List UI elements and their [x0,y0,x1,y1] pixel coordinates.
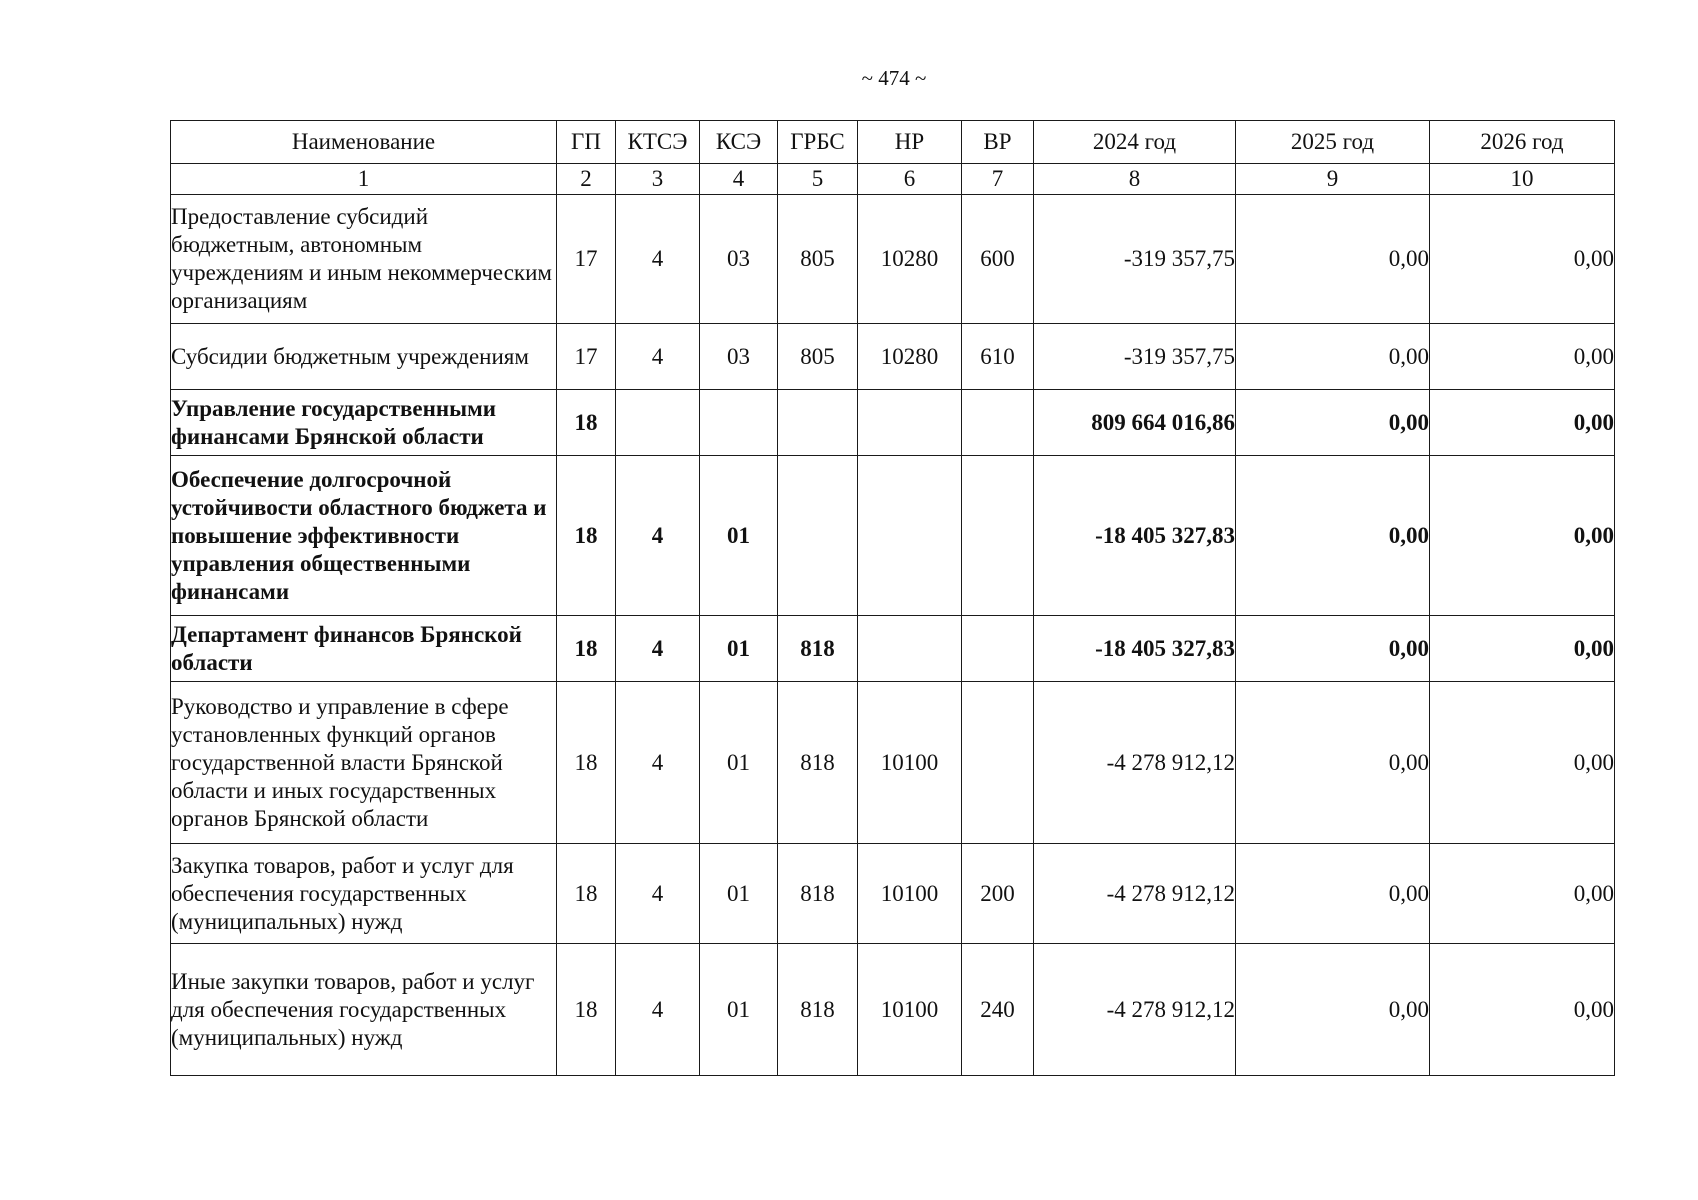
cell-kse: 03 [700,324,778,390]
column-number-row [171,164,1615,195]
column-header-ktse: КТСЭ [616,121,700,164]
cell-2024: 809 664 016,86 [1034,390,1236,456]
cell-gp: 18 [557,944,616,1076]
column-header-2026: 2026 год [1430,121,1615,164]
column-number: 8 [1034,164,1236,195]
cell-nr: 10100 [858,844,962,944]
cell-vr: 240 [962,944,1034,1076]
cell-vr [962,616,1034,682]
cell-kse: 01 [700,456,778,616]
cell-2025: 0,00 [1236,195,1430,324]
cell-kse: 01 [700,844,778,944]
cell-2024: -4 278 912,12 [1034,682,1236,844]
column-number: 2 [557,164,616,195]
header-row [171,121,1615,164]
cell-vr [962,682,1034,844]
table-row [171,456,1615,616]
cell-gp: 17 [557,324,616,390]
column-number: 6 [858,164,962,195]
row-name: Управление государственными финансами Брянской области [171,390,557,456]
page-number: ~ 474 ~ [861,66,927,90]
column-header-vr: ВР [962,121,1034,164]
cell-kse: 01 [700,616,778,682]
cell-gp: 18 [557,616,616,682]
row-name: Обеспечение долгосрочной устойчивости областного бюджета и повышение эффективности управления общественными финансами [171,456,557,616]
cell-ktse: 4 [616,944,700,1076]
cell-2026: 0,00 [1430,456,1615,616]
cell-2026: 0,00 [1430,944,1615,1076]
cell-2026: 0,00 [1430,324,1615,390]
cell-2025: 0,00 [1236,390,1430,456]
cell-vr: 600 [962,195,1034,324]
cell-ktse: 4 [616,844,700,944]
cell-grbs: 805 [778,195,858,324]
cell-nr [858,390,962,456]
row-name: Иные закупки товаров, работ и услуг для обеспечения государственных (муниципальных) нужд [171,944,557,1076]
cell-nr: 10280 [858,195,962,324]
budget-table [170,120,1615,1076]
column-header-2024: 2024 год [1034,121,1236,164]
table-row [171,844,1615,944]
cell-2026: 0,00 [1430,682,1615,844]
table-row [171,682,1615,844]
table-row [171,324,1615,390]
cell-grbs: 818 [778,944,858,1076]
cell-2026: 0,00 [1430,844,1615,944]
cell-ktse: 4 [616,616,700,682]
cell-ktse: 4 [616,195,700,324]
cell-kse: 01 [700,944,778,1076]
cell-nr [858,456,962,616]
cell-kse: 03 [700,195,778,324]
column-number: 10 [1430,164,1615,195]
cell-ktse [616,390,700,456]
cell-2026: 0,00 [1430,195,1615,324]
cell-2024: -18 405 327,83 [1034,456,1236,616]
cell-ktse: 4 [616,324,700,390]
table-row [171,616,1615,682]
row-name: Предоставление субсидий бюджетным, автономным учреждениям и иным некоммерческим организациям [171,195,557,324]
cell-grbs: 818 [778,844,858,944]
cell-2025: 0,00 [1236,844,1430,944]
cell-2024: -319 357,75 [1034,195,1236,324]
cell-2025: 0,00 [1236,616,1430,682]
column-header-name: Наименование [171,121,557,164]
cell-2025: 0,00 [1236,944,1430,1076]
cell-2024: -4 278 912,12 [1034,944,1236,1076]
cell-ktse: 4 [616,456,700,616]
cell-nr: 10100 [858,682,962,844]
row-name: Департамент финансов Брянской области [171,616,557,682]
column-header-nr: НР [858,121,962,164]
table-row [171,390,1615,456]
cell-nr [858,616,962,682]
cell-2024: -319 357,75 [1034,324,1236,390]
row-name: Субсидии бюджетным учреждениям [171,324,557,390]
cell-kse [700,390,778,456]
cell-2024: -4 278 912,12 [1034,844,1236,944]
column-number: 3 [616,164,700,195]
table-row [171,944,1615,1076]
table-row [171,195,1615,324]
column-number: 9 [1236,164,1430,195]
cell-kse: 01 [700,682,778,844]
column-header-grbs: ГРБС [778,121,858,164]
column-header-2025: 2025 год [1236,121,1430,164]
cell-vr: 200 [962,844,1034,944]
cell-grbs [778,390,858,456]
cell-2025: 0,00 [1236,456,1430,616]
cell-2026: 0,00 [1430,616,1615,682]
cell-2025: 0,00 [1236,324,1430,390]
cell-2026: 0,00 [1430,390,1615,456]
cell-gp: 18 [557,844,616,944]
column-header-kse: КСЭ [700,121,778,164]
cell-2025: 0,00 [1236,682,1430,844]
cell-gp: 17 [557,195,616,324]
cell-nr: 10100 [858,944,962,1076]
cell-vr [962,390,1034,456]
cell-gp: 18 [557,390,616,456]
row-name: Руководство и управление в сфере установленных функций органов государственной власти Брянской области и иных государственных органов Брянской области [171,682,557,844]
cell-grbs [778,456,858,616]
column-number: 1 [171,164,557,195]
row-name: Закупка товаров, работ и услуг для обеспечения государственных (муниципальных) нужд [171,844,557,944]
column-number: 4 [700,164,778,195]
cell-grbs: 818 [778,616,858,682]
cell-2024: -18 405 327,83 [1034,616,1236,682]
cell-ktse: 4 [616,682,700,844]
cell-nr: 10280 [858,324,962,390]
cell-vr [962,456,1034,616]
column-header-gp: ГП [557,121,616,164]
cell-vr: 610 [962,324,1034,390]
cell-grbs: 805 [778,324,858,390]
cell-gp: 18 [557,456,616,616]
cell-gp: 18 [557,682,616,844]
column-number: 7 [962,164,1034,195]
column-number: 5 [778,164,858,195]
cell-grbs: 818 [778,682,858,844]
